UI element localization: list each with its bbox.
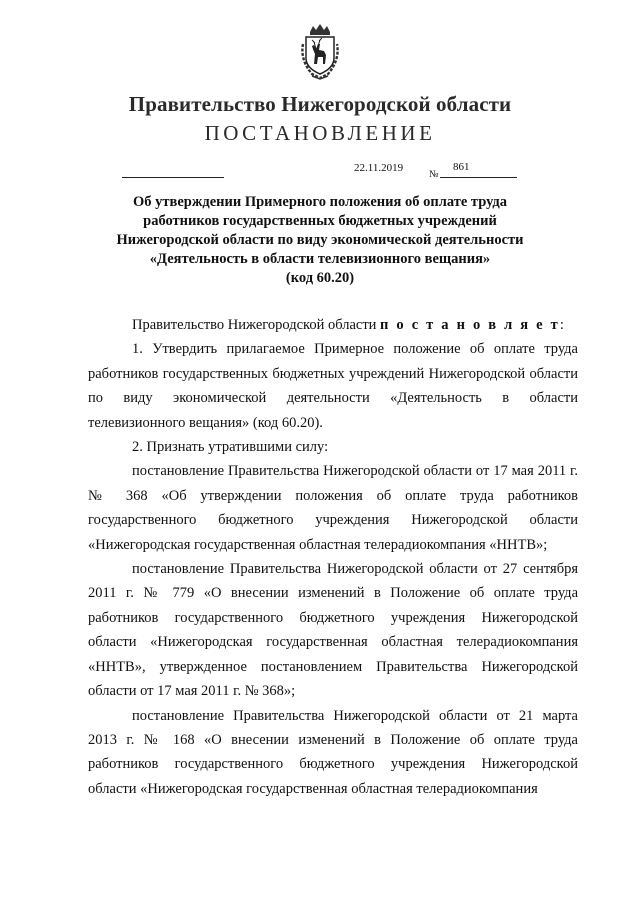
preamble-paragraph [88,313,578,337]
paragraph-1: 1. Утвердить прилагаемое Примерное положение об оплате труда работников государственных бюджетных учреждений Нижегородской области по виду экономической деятельности «Деятельность в области телевизионного вещания» (код 60.20). [88,341,578,431]
document-type: ПОСТАНОВЛЕНИЕ [204,121,436,145]
subject-line: работников государственных бюджетных учреждений [143,213,497,229]
paragraph-3: постановление Правительства Нижегородской области от 17 мая 2011 г. № 368 «Об утверждении положения об оплате труда работников государственного бюджетного учреждения Нижегородской области «Нижегородская государственная областная телерадиокомпания «ННТВ»; [88,463,578,553]
document-number: 861 [453,161,470,173]
document-body [88,313,578,801]
date-underline [122,177,224,178]
preamble-text: Правительство Нижегородской области [132,317,381,333]
paragraph-5: постановление Правительства Нижегородской области от 21 марта 2013 г. № 168 «О внесении изменений в Положение об оплате труда работников государственного бюджетного учреждения Нижегородской области «Нижегородская государственная областная телерадиокомпания [88,707,578,797]
subject-line: «Деятельность в области телевизионного вещания» [149,251,491,267]
number-underline [440,177,517,178]
paragraph-4: постановление Правительства Нижегородской области от 27 сентября 2011 г. № 779 «О внесении изменений в Положение об оплате труда работников государственного бюджетного учреждения Нижегородской области «Нижегородская государственная областная телерадиокомпания «ННТВ», утвержденное постановлением Правительства Нижегородской области от 17 мая 2011 г. № 368»; [88,561,578,700]
preamble-colon: : [559,317,564,333]
paragraph-2: 2. Признать утратившими силу: [132,439,329,456]
coat-of-arms-icon [298,22,342,80]
document-subject [80,193,560,288]
subject-line: Об утверждении Примерного положения об оплате труда [133,194,507,210]
document-date: 22.11.2019 [354,162,404,174]
government-title: Правительство Нижегородской области [128,92,512,116]
subject-line: (код 60.20) [285,270,355,286]
subject-line: Нижегородской области по виду экономической деятельности [116,232,524,248]
preamble-verb: п о с т а н о в л я е т [380,317,560,333]
number-sign: № [429,169,439,180]
